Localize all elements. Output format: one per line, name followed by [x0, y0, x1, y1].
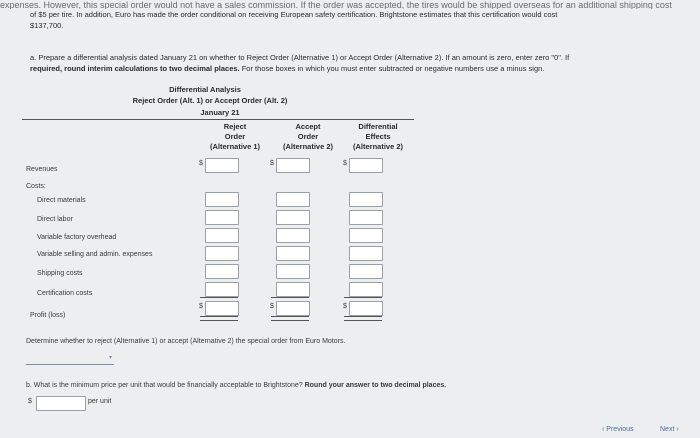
part-a-line-1: a. Prepare a differential analysis dated January 21 on whether to Reject Order (Alternative 1) or Accept Order (Alternative 2). If an amount is zero, enter zero "0". If — [30, 53, 570, 62]
profit-diff-input[interactable] — [349, 301, 383, 316]
row-label-direct-labor: Direct labor — [37, 216, 73, 223]
part-b-prompt — [26, 382, 446, 389]
row-label-variable-overhead: Variable factory overhead — [37, 234, 117, 241]
col3-line2: Effects — [365, 132, 391, 141]
variable-selling-alt2-input[interactable] — [276, 246, 310, 261]
row-label-costs: Costs: — [26, 183, 46, 190]
previous-label: Previous — [606, 426, 634, 433]
revenues-diff-input[interactable] — [349, 158, 383, 173]
decision-dropdown[interactable] — [26, 352, 114, 365]
variable-overhead-alt2-input[interactable] — [276, 228, 310, 243]
col3-line3: (Alternative 2) — [352, 142, 403, 151]
part-a-bold-text: required, round interim calculations to two decimal places. — [30, 64, 240, 73]
table-subtitle: Reject Order (Alt. 1) or Accept Order (Alt. 2) — [132, 96, 288, 105]
revenues-alt1-input[interactable] — [205, 158, 239, 173]
direct-labor-diff-input[interactable] — [349, 210, 383, 225]
chevron-left-icon: ‹ — [602, 426, 605, 433]
row-label-direct-materials: Direct materials — [37, 197, 86, 204]
direct-materials-alt2-input[interactable] — [276, 192, 310, 207]
chevron-right-icon: › — [676, 426, 679, 433]
variable-selling-diff-input[interactable] — [349, 246, 383, 261]
col1-line2: Order — [224, 132, 246, 141]
chevron-down-icon: ▾ — [108, 355, 112, 361]
part-a-instructions — [30, 52, 690, 74]
determine-prompt: Determine whether to reject (Alternative 1) or accept (Alternative 2) the special order from Euro Motors. — [26, 338, 346, 345]
per-unit-label: per unit — [88, 398, 112, 405]
currency-symbol: $ — [270, 303, 274, 310]
profit-alt2-input[interactable] — [276, 301, 310, 316]
certification-diff-input[interactable] — [349, 282, 383, 297]
total-double-rule — [200, 316, 238, 321]
revenues-alt2-input[interactable] — [276, 158, 310, 173]
shipping-alt1-input[interactable] — [205, 264, 239, 279]
total-double-rule — [271, 316, 309, 321]
problem-line-2: $137,700. — [30, 21, 64, 30]
col-header-accept — [268, 122, 348, 152]
total-double-rule — [344, 316, 382, 321]
variable-selling-alt1-input[interactable] — [205, 246, 239, 261]
row-label-revenues: Revenues — [26, 166, 58, 173]
subtotal-rule — [271, 297, 309, 298]
col-header-reject — [195, 122, 275, 152]
col1-line3: (Alternative 1) — [209, 142, 260, 151]
col2-line2: Order — [297, 132, 319, 141]
subtotal-rule — [344, 297, 382, 298]
currency-symbol: $ — [343, 303, 347, 310]
currency-symbol: $ — [199, 303, 203, 310]
variable-overhead-diff-input[interactable] — [349, 228, 383, 243]
currency-symbol: $ — [199, 160, 203, 167]
shipping-alt2-input[interactable] — [276, 264, 310, 279]
problem-line-1: of $5 per tire. In addition, Euro has made the order conditional on receiving European safety certification. Brightstone estimates that this certification would cost — [30, 10, 558, 19]
col2-line3: (Alternative 2) — [282, 142, 333, 151]
currency-symbol: $ — [28, 398, 32, 405]
table-date: January 21 — [200, 108, 240, 117]
direct-labor-alt2-input[interactable] — [276, 210, 310, 225]
problem-paragraph — [30, 9, 690, 31]
col-header-differential — [338, 122, 418, 152]
certification-alt2-input[interactable] — [276, 282, 310, 297]
col2-line1: Accept — [295, 122, 321, 131]
previous-button[interactable] — [602, 426, 634, 433]
next-button[interactable] — [660, 426, 679, 433]
part-b-bold-text: Round your answer to two decimal places. — [302, 382, 447, 389]
header-rule — [22, 119, 414, 120]
minimum-price-input[interactable] — [36, 396, 86, 411]
direct-materials-alt1-input[interactable] — [205, 192, 239, 207]
part-a-line-2 — [30, 63, 690, 74]
direct-labor-alt1-input[interactable] — [205, 210, 239, 225]
row-label-profit: Profit (loss) — [30, 312, 66, 319]
profit-alt1-input[interactable] — [205, 301, 239, 316]
part-b-text: b. What is the minimum price per unit that would be financially acceptable to Brightstone? — [26, 382, 303, 389]
part-a-rest-text: For those boxes in which you must enter subtracted or negative numbers use a minus sign. — [239, 64, 545, 73]
next-label: Next — [660, 426, 675, 433]
direct-materials-diff-input[interactable] — [349, 192, 383, 207]
table-title: Differential Analysis — [169, 85, 241, 94]
certification-alt1-input[interactable] — [205, 282, 239, 297]
col3-line1: Differential — [358, 122, 398, 131]
variable-overhead-alt1-input[interactable] — [205, 228, 239, 243]
row-label-shipping: Shipping costs — [37, 270, 83, 277]
col1-line1: Reject — [223, 122, 247, 131]
currency-symbol: $ — [343, 160, 347, 167]
subtotal-rule — [200, 297, 238, 298]
truncated-problem-text: expenses. However, this special order would not have a sales commission. If the order was accepted, the tires would be shipped overseas for an additional shipping cost — [0, 0, 672, 9]
currency-symbol: $ — [270, 160, 274, 167]
row-label-variable-selling: Variable selling and admin. expenses — [37, 251, 153, 258]
row-label-certification: Certification costs — [37, 290, 93, 297]
shipping-diff-input[interactable] — [349, 264, 383, 279]
